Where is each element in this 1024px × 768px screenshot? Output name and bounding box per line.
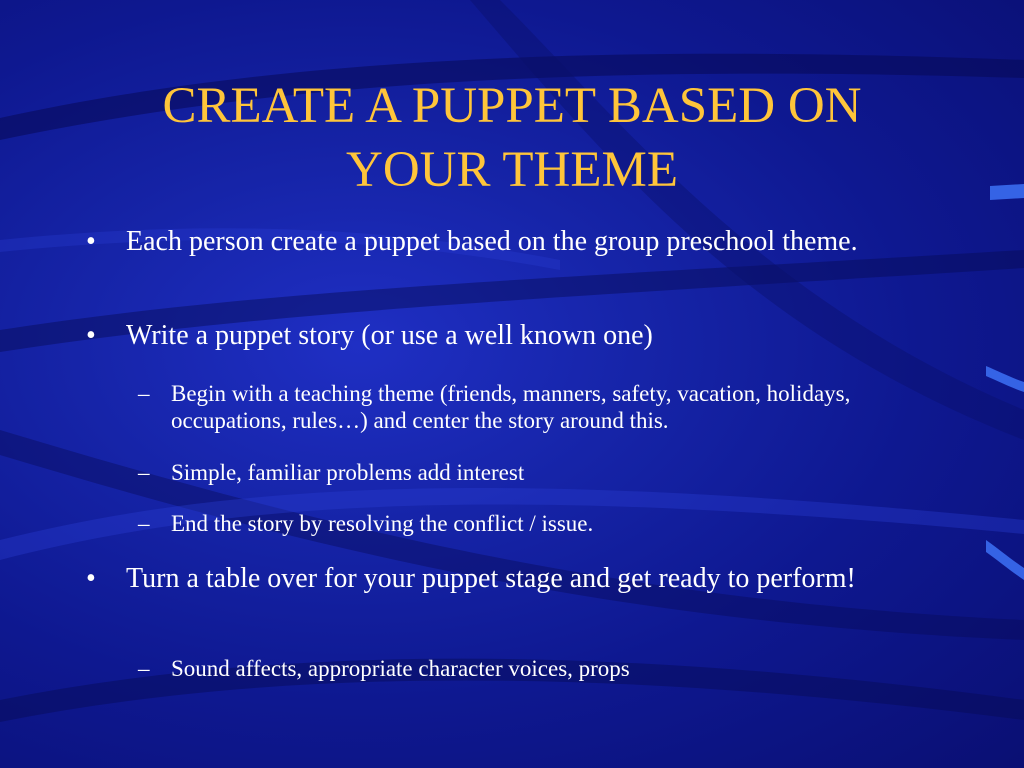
sub-bullet-text: Simple, familiar problems add interest: [171, 460, 525, 485]
accent-swoosh-3: [986, 540, 1024, 580]
sub-bullet-marker: –: [138, 460, 150, 485]
bullet-item: [86, 226, 946, 258]
bullet-text: Write a puppet story (or use a well known one): [126, 320, 653, 351]
slide-title-line-2: YOUR THEME: [346, 142, 678, 198]
sub-bullet-item: [138, 459, 898, 486]
bullet-marker: •: [86, 320, 96, 351]
sub-bullet-marker: –: [138, 511, 150, 536]
sub-bullet-text: Begin with a teaching theme (friends, manners, safety, vacation, holidays, occupations, rules…) and center the story around this.: [171, 381, 851, 433]
bullet-marker: •: [86, 226, 96, 257]
sub-bullet-marker: –: [138, 656, 150, 681]
accent-swoosh-2: [986, 366, 1024, 392]
sub-bullet-text: Sound affects, appropriate character voices, props: [171, 656, 630, 681]
sub-bullet-text: End the story by resolving the conflict / issue.: [171, 511, 594, 536]
slide-title-line-1: CREATE A PUPPET BASED ON: [162, 78, 862, 134]
bullet-text: Each person create a puppet based on the group preschool theme.: [126, 226, 858, 257]
bullet-item: [86, 320, 946, 352]
bullet-item: [86, 563, 946, 595]
sub-bullet-marker: –: [138, 381, 150, 406]
bullet-marker: •: [86, 563, 96, 594]
bullet-text: Turn a table over for your puppet stage and get ready to perform!: [126, 563, 856, 594]
accent-swoosh-1: [990, 184, 1024, 200]
slide-title: [60, 74, 964, 202]
sub-bullet-item: [138, 380, 898, 434]
sub-bullet-item: [138, 510, 898, 537]
sub-bullet-item: [138, 655, 898, 682]
